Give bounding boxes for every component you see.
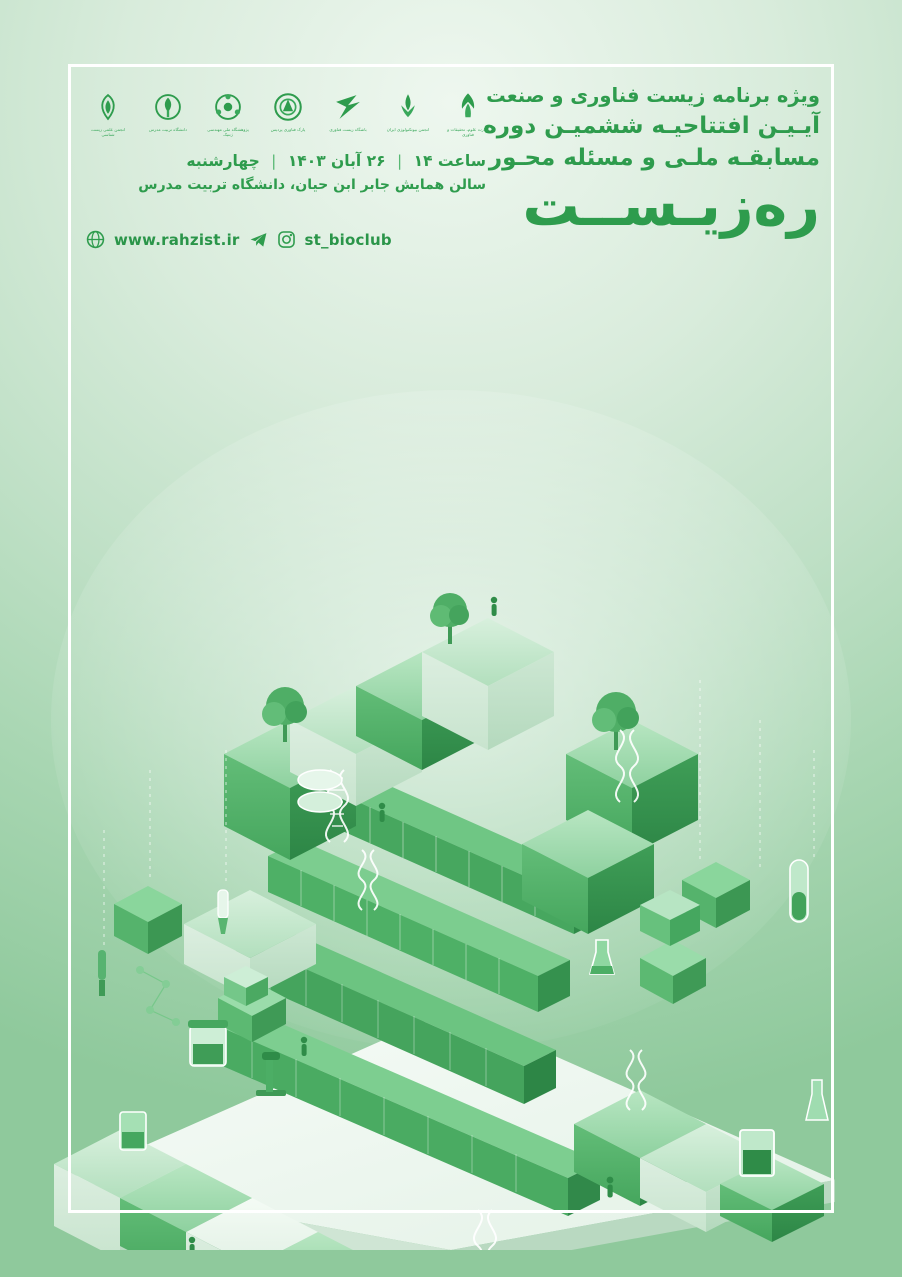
event-meta xyxy=(86,152,486,193)
logo-university-tarbiat-modares xyxy=(146,90,190,132)
isometric-biotech-blocks-illustration xyxy=(0,250,902,1250)
contact-row xyxy=(86,230,392,249)
logo-pardis-technology-park xyxy=(266,90,310,132)
globe-icon xyxy=(86,230,105,249)
meta-separator-1: | xyxy=(396,152,403,170)
ministry-science-icon xyxy=(451,90,485,124)
logo-caption: پژوهشگاه ملی مهندسی ژنتیک xyxy=(207,127,249,138)
sponsor-logos xyxy=(86,90,490,138)
logo-caption: انجمن علمی زیست شناسی xyxy=(90,127,126,138)
website-url[interactable]: www.rahzist.ir xyxy=(114,230,240,249)
title-line-2: آیـیـن افتتاحیـه ششمیـن دوره xyxy=(483,112,820,139)
poster-header xyxy=(68,64,834,274)
pasteur-institute-icon xyxy=(211,90,245,124)
title-line-3: مسابقـه ملـی و مسئله محـور xyxy=(488,145,820,172)
meta-separator-2: | xyxy=(271,152,277,170)
event-brand-name: ره‌زیـســت xyxy=(522,173,820,239)
instagram-icon[interactable] xyxy=(277,230,296,249)
bio-club-icon xyxy=(331,90,365,124)
event-date-row xyxy=(86,152,486,170)
logo-iran-biotech-society xyxy=(386,90,430,132)
logo-caption: باشگاه زیست فناوری xyxy=(329,127,367,132)
logo-bio-club xyxy=(326,90,370,132)
event-weekday: چهارشنبه xyxy=(186,152,260,170)
logo-caption: پارک فناوری پردیس xyxy=(270,127,306,132)
biotech-society-icon xyxy=(391,90,425,124)
logo-tarbiat-modares-bio xyxy=(86,90,130,138)
scientific-association-icon xyxy=(91,90,125,124)
telegram-icon[interactable] xyxy=(249,230,268,249)
event-venue: سالن همایش جابر ابن حیان، دانشگاه تربیت مدرس xyxy=(138,177,486,193)
logo-caption: انجمن بیوتکنولوژی ایران xyxy=(386,127,430,132)
logo-caption: دانشگاه تربیت مدرس xyxy=(149,127,187,132)
university-icon xyxy=(151,90,185,124)
logo-pasteur-institute xyxy=(206,90,250,138)
event-time: ساعت ۱۴ xyxy=(413,152,486,170)
event-date: ۲۶ آبان ۱۴۰۳ xyxy=(287,152,386,170)
title-line-1: ویژه برنامه زیست فناوری و صنعت xyxy=(486,84,820,107)
logo-ministry-science xyxy=(446,90,490,138)
logo-caption: وزارت علوم، تحقیقات و فناوری xyxy=(447,127,489,138)
social-handle[interactable]: st_bioclub xyxy=(304,230,392,249)
pardis-park-icon xyxy=(271,90,305,124)
